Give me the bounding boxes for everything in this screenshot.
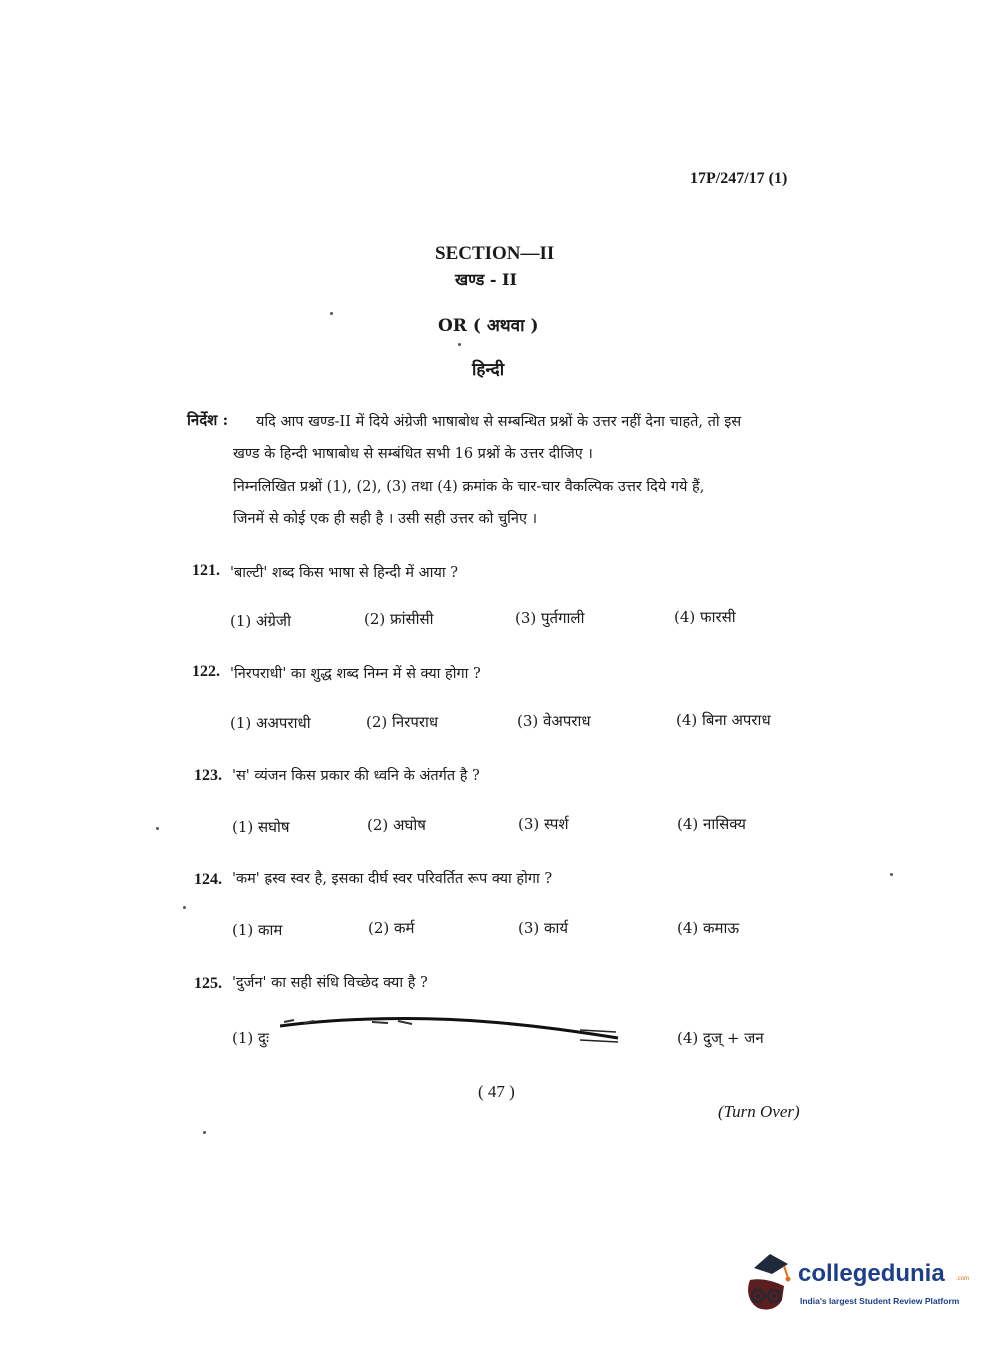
or-heading: OR ( अथवा ) <box>438 316 539 336</box>
instructions-line-2: खण्ड के हिन्दी भाषाबोध से सम्बंधित सभी 16 प्रश्नों के उत्तर दीजिए । <box>233 446 593 462</box>
question-text: 'कम' ह्रस्व स्वर है, इसका दीर्घ स्वर परिवर्तित रूप क्या होगा ? <box>232 871 553 887</box>
scan-speck <box>890 873 893 876</box>
scan-speck <box>156 827 159 830</box>
option: (3) पुर्तगाली <box>515 609 585 627</box>
collegedunia-watermark <box>742 1248 972 1318</box>
question-text: 'बाल्टी' शब्द किस भाषा से हिन्दी में आया ? <box>230 565 459 581</box>
question-number: 121. <box>192 562 220 579</box>
brand-suffix: .com <box>956 1276 970 1282</box>
ink-smudge <box>280 1016 620 1046</box>
question-text: 'दुर्जन' का सही संधि विच्छेद क्या है ? <box>232 975 428 991</box>
option: (2) कर्म <box>368 919 415 937</box>
language-heading: हिन्दी <box>472 360 505 380</box>
scan-speck <box>330 312 333 315</box>
scan-speck <box>183 906 186 909</box>
question-number: 125. <box>194 975 222 992</box>
option: (4) फारसी <box>674 608 736 626</box>
question-number: 123. <box>194 767 222 784</box>
mascot-logo-icon <box>742 1250 798 1316</box>
option: (1) दुः <box>232 1029 270 1047</box>
option: (1) काम <box>232 921 283 939</box>
option: (2) अघोष <box>367 816 426 834</box>
instructions-line-3: निम्नलिखित प्रश्नों (1), (2), (3) तथा (4) क्रमांक के चार-चार वैकल्पिक उत्तर दिये गये हैं, <box>233 479 705 495</box>
scan-speck <box>458 343 461 346</box>
option: (3) वेअपराध <box>517 712 591 730</box>
paper-code: 17P/247/17 (1) <box>690 170 788 187</box>
page-number: ( 47 ) <box>478 1082 515 1101</box>
instructions-label: निर्देश : <box>187 411 229 429</box>
section-subtitle: खण्ड - II <box>455 270 517 289</box>
option: (4) कमाऊ <box>677 919 740 937</box>
question-number: 124. <box>194 871 222 888</box>
option: (1) सघोष <box>232 818 290 836</box>
section-title: SECTION—II <box>435 243 555 264</box>
option: (1) अअपराधी <box>230 714 311 732</box>
option: (1) अंग्रेजी <box>230 612 291 630</box>
option: (3) स्पर्श <box>518 815 569 833</box>
scan-speck <box>203 1131 206 1134</box>
brand-tagline: India's largest Student Review Platform <box>800 1296 960 1306</box>
instructions-line-4: जिनमें से कोई एक ही सही है । उसी सही उत्तर को चुनिए । <box>233 511 538 527</box>
option: (4) बिना अपराध <box>676 711 771 729</box>
brand-name: collegedunia <box>798 1260 945 1287</box>
option: (2) फ्रांसीसी <box>364 610 434 628</box>
turn-over-note: (Turn Over) <box>718 1102 800 1121</box>
question-number: 122. <box>192 663 220 680</box>
question-text: 'स' व्यंजन किस प्रकार की ध्वनि के अंतर्गत है ? <box>232 768 480 784</box>
option: (3) कार्य <box>518 919 569 937</box>
option: (2) निरपराध <box>366 713 439 731</box>
option: (4) नासिक्य <box>677 815 746 833</box>
question-text: 'निरपराधी' का शुद्ध शब्द निम्न में से क्या होगा ? <box>230 666 481 682</box>
instructions-line-1: यदि आप खण्ड-II में दिये अंग्रेजी भाषाबोध से सम्बन्धित प्रश्नों के उत्तर नहीं देना चाहते, तो इस <box>256 414 742 430</box>
option: (4) दुज् + जन <box>677 1029 764 1047</box>
